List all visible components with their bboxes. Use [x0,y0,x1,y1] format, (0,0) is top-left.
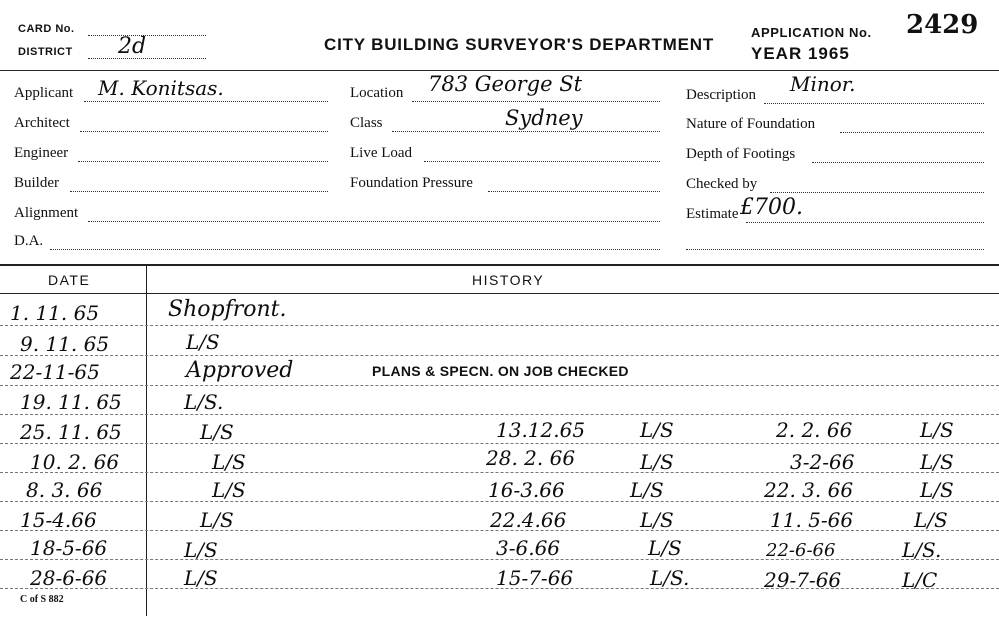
history-top-border [0,264,999,266]
live-load-label: Live Load [350,145,413,161]
description-value: Minor. [790,72,856,96]
history-date: 10. 2. 66 [30,450,120,474]
history-entry-3: L/S. [902,538,942,562]
history-entry-3: L/S [920,478,954,502]
ruled-line [0,414,999,415]
extra-line [686,249,984,250]
history-entry: L/S [212,478,246,502]
district-line [88,58,206,59]
ruled-line [0,385,999,386]
district-value: 2d [118,34,147,59]
history-date-2: 15-7-66 [496,566,574,590]
checked-by-label: Checked by [686,176,758,192]
builder-label: Builder [14,175,59,191]
history-date-2: 13.12.65 [496,418,586,442]
history-entry: L/S. [184,390,224,414]
history-entry-2: L/S [640,418,674,442]
applicant-value: M. Konitsas. [98,76,224,100]
history-entry: L/S [212,450,246,474]
estimate-label: Estimate [686,206,739,222]
engineer-label: Engineer [14,145,69,161]
history-entry-2: L/S [630,478,664,502]
architect-line [80,131,328,132]
history-date: 15-4.66 [20,508,97,532]
history-entry: Shopfront. [168,297,287,322]
history-date-2: 16-3.66 [488,478,565,502]
builder-line [70,191,328,192]
history-date-2: 3-6.66 [496,536,561,560]
history-entry-2: L/S [640,450,674,474]
history-date: 28-6-66 [30,566,108,590]
application-no-value: 2429 [906,10,979,40]
year-label: YEAR 1965 [751,44,850,63]
history-entry: L/S [186,330,220,354]
history-date-3: 3-2-66 [790,450,855,474]
history-date: 9. 11. 65 [20,332,110,356]
estimate-value: £700. [740,195,803,220]
nature-of-foundation-line [840,132,984,133]
live-load-line [424,161,660,162]
history-entry: L/S [200,508,234,532]
da-label: D.A. [14,233,44,249]
alignment-label: Alignment [14,205,79,221]
history-entry: Approved [186,358,294,383]
history-date: 25. 11. 65 [20,420,122,444]
history-entry-3: L/C [902,568,938,592]
history-entry: L/S [184,538,218,562]
history-date: 1. 11. 65 [10,301,100,325]
history-date: 18-5-66 [30,536,108,560]
applicant-line [84,101,328,102]
depth-of-footings-line [812,162,984,163]
date-column-divider [146,266,147,616]
location-label: Location [350,85,404,101]
description-line [764,103,984,104]
history-entry-3: L/S [920,418,954,442]
ruled-line [0,325,999,326]
checked-by-line [770,192,984,193]
ruled-line [0,355,999,356]
history-date: 19. 11. 65 [20,390,122,414]
history-date-2: 22.4.66 [490,508,567,532]
history-entry-2: L/S. [650,566,690,590]
history-entry-2: L/S [640,508,674,532]
description-label: Description [686,87,756,103]
history-date-3: 29-7-66 [764,568,842,592]
foundation-pressure-label: Foundation Pressure [350,175,473,191]
estimate-line [746,222,984,223]
history-entry: L/S [184,566,218,590]
history-entry: L/S [200,420,234,444]
class-label: Class [350,115,383,131]
history-date: 22-11-65 [10,360,100,384]
plans-checked-stamp: PLANS & SPECN. ON JOB CHECKED [372,363,629,379]
district-label: DISTRICT [18,46,73,58]
alignment-line [88,221,660,222]
form-code: C of S 882 [20,594,64,605]
da-line [50,249,660,250]
location-line [412,101,660,102]
history-date-3: 22. 3. 66 [764,478,854,502]
history-header-divider [0,293,999,294]
history-entry-2: L/S [648,536,682,560]
card-no-line [88,35,206,36]
application-no-label: APPLICATION No. [751,25,872,40]
applicant-label: Applicant [14,85,74,101]
engineer-line [78,161,328,162]
nature-of-foundation-label: Nature of Foundation [686,116,816,132]
history-date: 8. 3. 66 [26,478,103,502]
history-date-2: 28. 2. 66 [486,446,576,470]
history-entry-3: L/S [914,508,948,532]
class-line [392,131,660,132]
history-date-3: 22-6-66 [766,540,836,561]
history-column-header: HISTORY [472,272,545,288]
history-entry-3: L/S [920,450,954,474]
depth-of-footings-label: Depth of Footings [686,146,796,162]
location-value: 783 George St [428,72,583,96]
foundation-pressure-line [488,191,660,192]
department-title: CITY BUILDING SURVEYOR'S DEPARTMENT [324,35,715,54]
card-no-label: CARD No. [18,23,75,35]
ruled-line [0,443,999,444]
header-divider [0,70,999,71]
history-date-3: 2. 2. 66 [776,418,853,442]
architect-label: Architect [14,115,70,131]
date-column-header: DATE [48,272,91,288]
history-date-3: 11. 5-66 [770,508,854,532]
location-value-2: Sydney [505,106,583,130]
